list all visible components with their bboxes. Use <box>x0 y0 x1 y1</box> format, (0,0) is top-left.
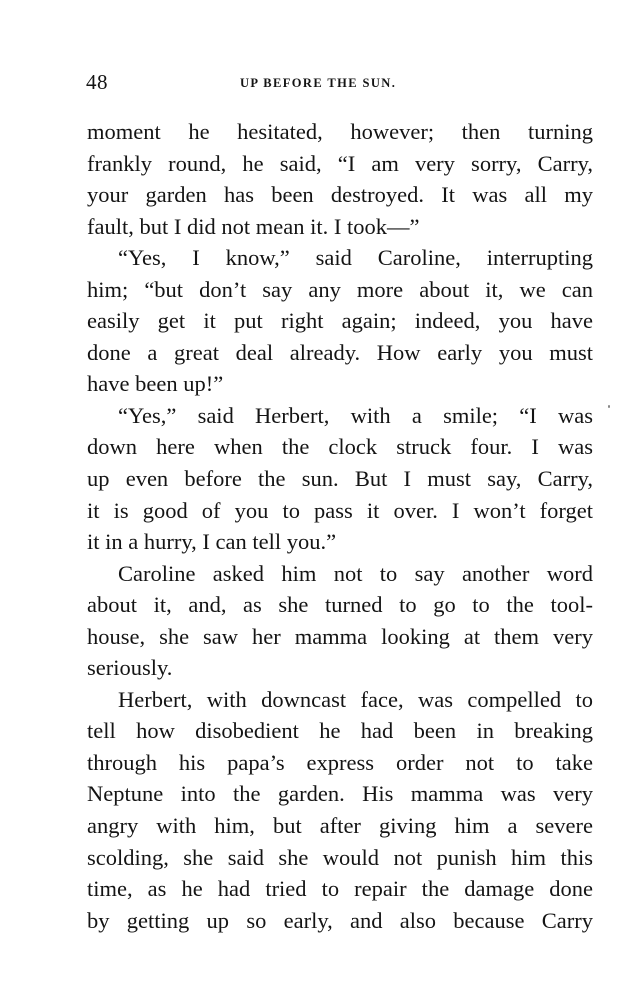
text-line: scolding, she said she would not punish him this <box>87 844 593 870</box>
text-line: done a great deal already. How early you must <box>87 339 593 365</box>
body-text <box>87 116 593 936</box>
text-line: angry with him, but after giving him a severe <box>87 813 593 839</box>
text-line: down here when the clock struck four. I was <box>87 434 593 460</box>
text-line: tell how disobedient he had been in breaking <box>87 718 593 744</box>
text-line: about it, and, as she turned to go to the tool- <box>87 592 593 618</box>
text-line: Neptune into the garden. His mamma was very <box>87 781 593 807</box>
page-number: 48 <box>86 70 108 94</box>
text-line: by getting up so early, and also because Carry <box>87 907 593 933</box>
text-line: house, she saw her mamma looking at them very <box>87 623 593 649</box>
text-line: it is good of you to pass it over. I won’t forget <box>87 497 593 523</box>
text-line: easily get it put right again; indeed, you have <box>87 308 593 334</box>
text-line: your garden has been destroyed. It was all my <box>87 182 593 208</box>
text-line: have been up!” <box>87 371 224 397</box>
scan-speck <box>608 405 610 408</box>
text-line: it in a hurry, I can tell you.” <box>87 529 337 555</box>
text-line: Herbert, with downcast face, was compelled to <box>118 686 593 712</box>
text-line: frankly round, he said, “I am very sorry, Carry, <box>87 150 593 176</box>
text-line: “Yes,” said Herbert, with a smile; “I was <box>118 402 593 428</box>
text-line: Caroline asked him not to say another word <box>118 560 593 586</box>
running-head: UP BEFORE THE SUN. <box>240 76 397 90</box>
text-line: time, as he had tried to repair the damage done <box>87 876 593 902</box>
text-line: fault, but I did not mean it. I took—” <box>87 213 420 239</box>
text-line: “Yes, I know,” said Caroline, interrupting <box>118 245 593 271</box>
text-line: through his papa’s express order not to take <box>87 749 593 775</box>
text-line: up even before the sun. But I must say, Carry, <box>87 466 593 492</box>
text-line: moment he hesitated, however; then turning <box>87 119 593 144</box>
text-line: seriously. <box>87 655 173 681</box>
text-line: him; “but don’t say any more about it, we can <box>87 276 593 302</box>
